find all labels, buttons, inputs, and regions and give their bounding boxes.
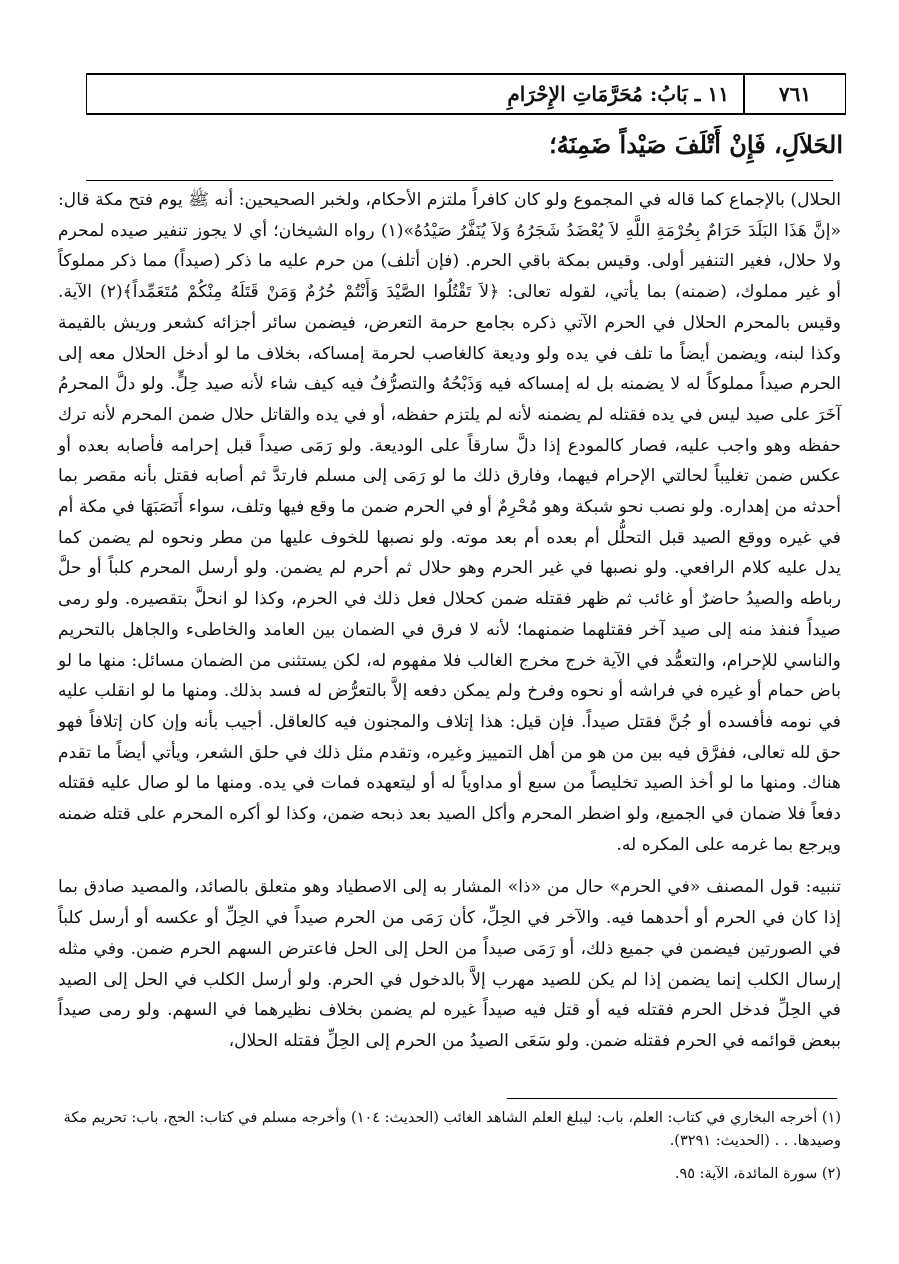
main-text-line: الحَلاَلِ، فَإِنْ أَتْلَفَ صَيْداً ضَمِنَهُ؛ <box>549 130 843 159</box>
footnote-divider <box>507 1098 837 1099</box>
commentary-paragraph: الحلال) بالإجماع كما قاله في المجموع ولو كان كافراً ملتزم الأحكام، ولخبر الصحيحين: أنه ﷺ يوم فتح مكة قال: «إنَّ هَذَا البَلَدَ حَرَامٌ بِحُرْمَةِ اللَّهِ لاَ يُعْضَدُ شَجَرُهُ وَلاَ يُنَفَّرُ صَيْدُهُ»(١) رواه الشيخان؛ أي لا يجوز تنفير صيده لمحرم ولا حلال، فغير التنفير أولى. وقيس بمكة باقي الحرم. (فإن أتلف) من حرم عليه ما ذكر (صيداً) مما ذكر مملوكاً أو غير مملوك، (ضمنه) بما يأتي، لقوله تعالى: ﴿لاَ تَقْتُلُوا الصَّيْدَ وَأَنْتُمْ حُرُمٌ وَمَنْ قَتَلَهُ مِنْكُمْ مُتَعَمِّداً﴾(٢) الآية. وقيس بالمحرم الحلال في الحرم الآتي ذكره بجامع حرمة التعرض، فيضمن سائر أجزائه كشعر وريش بالقيمة وكذا لبنه، ويضمن أيضاً ما تلف في يده ولو وديعة كالغاصب لحرمة إمساكه، بخلاف ما لو أدخل الحلال معه إلى الحرم صيداً مملوكاً له لا يضمنه بل له إمساكه فيه وَذَبْحُهُ والتصرُّفُ فيه كيف شاء لأنه صيد حِلٍّ. ولو دلَّ المحرمُ آخَرَ على صيد ليس في يده فقتله لم يضمنه لأنه لم يلتزم حفظه، أو في يده والقاتل حلال ضمن المحرم لأنه ترك حفظه وهو واجب عليه، فصار كالمودع إذا دلَّ سارقاً على الوديعة. ولو رَمَى صيداً قبل إحرامه فأصابه بعده أو عكس ضمن تغليباً لحالتي الإحرام فيهما، وفارق ذلك ما لو رَمَى إلى مسلم فارتدَّ ثم أصابه فقتل بأنه مقصر بما أحدثه من إهداره. ولو نصب نحو شبكة وهو مُحْرِمٌ أو في الحرم ضمن ما وقع فيها وتلف، سواء أَنَصَبَهَا في مكة أم في غيره ووقع الصيد قبل التحلُّل أم بعده أم بعد موته. ولو نصبها للخوف عليها من مطر ونحوه لم يضمن كما يدل عليه كلام الرافعي. ولو نصبها في غير الحرم وهو حلال ثم أحرم لم يضمن. ولو أرسل المحرم كلباً أو حلَّ رباطه والصيدُ حاضرٌ أو غائب ثم ظهر فقتله ضمن كحلال فعل ذلك في الحرم، وكذا لو انحلَّ بتقصيره. ولو رمى صيداً فنفذ منه إلى صيد آخر فقتلهما ضمنهما؛ لأنه لا فرق في الضمان بين العامد والخاطىء والجاهل بالتحريم والناسي للإحرام، والتعمُّد في الآية خرج مخرج الغالب فلا مفهوم له، لكن يستثنى من الضمان مسائل: منها ما لو باض حمام أو غيره في فراشه أو نحوه وفرخ ولم يمكن دفعه إلاَّ بالتعرُّض له فسد بذلك. ومنها ما لو انقلب عليه في نومه فأفسده أو جُنَّ فقتل صيداً. فإن قيل: هذا إتلاف والمجنون فيه كالعاقل. أجيب بأنه وإن كان إتلافاً فهو حق لله تعالى، ففرَّق فيه بين من هو من أهل التمييز وغيره، وتقدم مثل ذلك في حلق الشعر، ويأتي أيضاً ما تقدم هناك. ومنها ما لو أخذ الصيد تخليصاً من سبع أو مداوياً له أو ليتعهده فمات في يده. ومنها ما لو صال عليه فقتله دفعاً فلا ضمان في الجميع، ولو اضطر المحرم وأكل الصيد بعد ذبحه ضمن، وكذا لو أكره المحرم على قتله ضمنه ويرجع بما غرمه على المكره له. <box>57 190 842 855</box>
footnote-1: (١) أخرجه البخاري في كتاب: العلم، باب: ليبلغ العلم الشاهد الغائب (الحديث: ١٠٤) وأخرجه مسلم في كتاب: الحج، باب: تحريم مكة وصيدها. . . (الحديث: ٣٢٩١). <box>63 1110 841 1149</box>
section-divider <box>86 180 833 181</box>
running-header <box>86 73 846 115</box>
commentary-body <box>58 185 841 1057</box>
footnote-2: (٢) سورة المائدة، الآية: ٩٥. <box>674 1166 841 1182</box>
note-paragraph: تنبيه: قول المصنف «في الحرم» حال من «ذا» المشار به إلى الاصطياد وهو متعلق بالصائد، والمصيد صادق بما إذا كان في الحرم أو أحدهما فيه. والآخر في الحِلِّ، كأن رَمَى من الحرم صيداً في الحِلِّ أو عكسه أو أرسل كلباً في الصورتين فيضمن في جميع ذلك، أو رَمَى صيداً من الحل إلى الحل فاعترض السهم الحرم ضمن. وفي مثله إرسال الكلب إنما يضمن إذا لم يكن للصيد مهرب إلاَّ بالدخول في الحرم. ولو أرسل الكلب في الحل إلى الصيد في الحِلِّ فدخل الحرم فقتله فيه أو قتل فيه صيداً غيره لم يضمن بخلاف نظيرهما في السهم. ولو رمى صيداً ببعض قوائمه في الحرم فقتله ضمن. ولو سَعَى الصيدُ من الحرم إلى الحِلِّ فقتله الحلال، <box>58 877 841 1051</box>
chapter-title: ١١ ـ بَابُ: مُحَرَّمَاتِ الإِحْرَامِ <box>507 82 729 106</box>
footnotes <box>58 1107 841 1196</box>
page-number: ٧٦١ <box>778 82 812 106</box>
